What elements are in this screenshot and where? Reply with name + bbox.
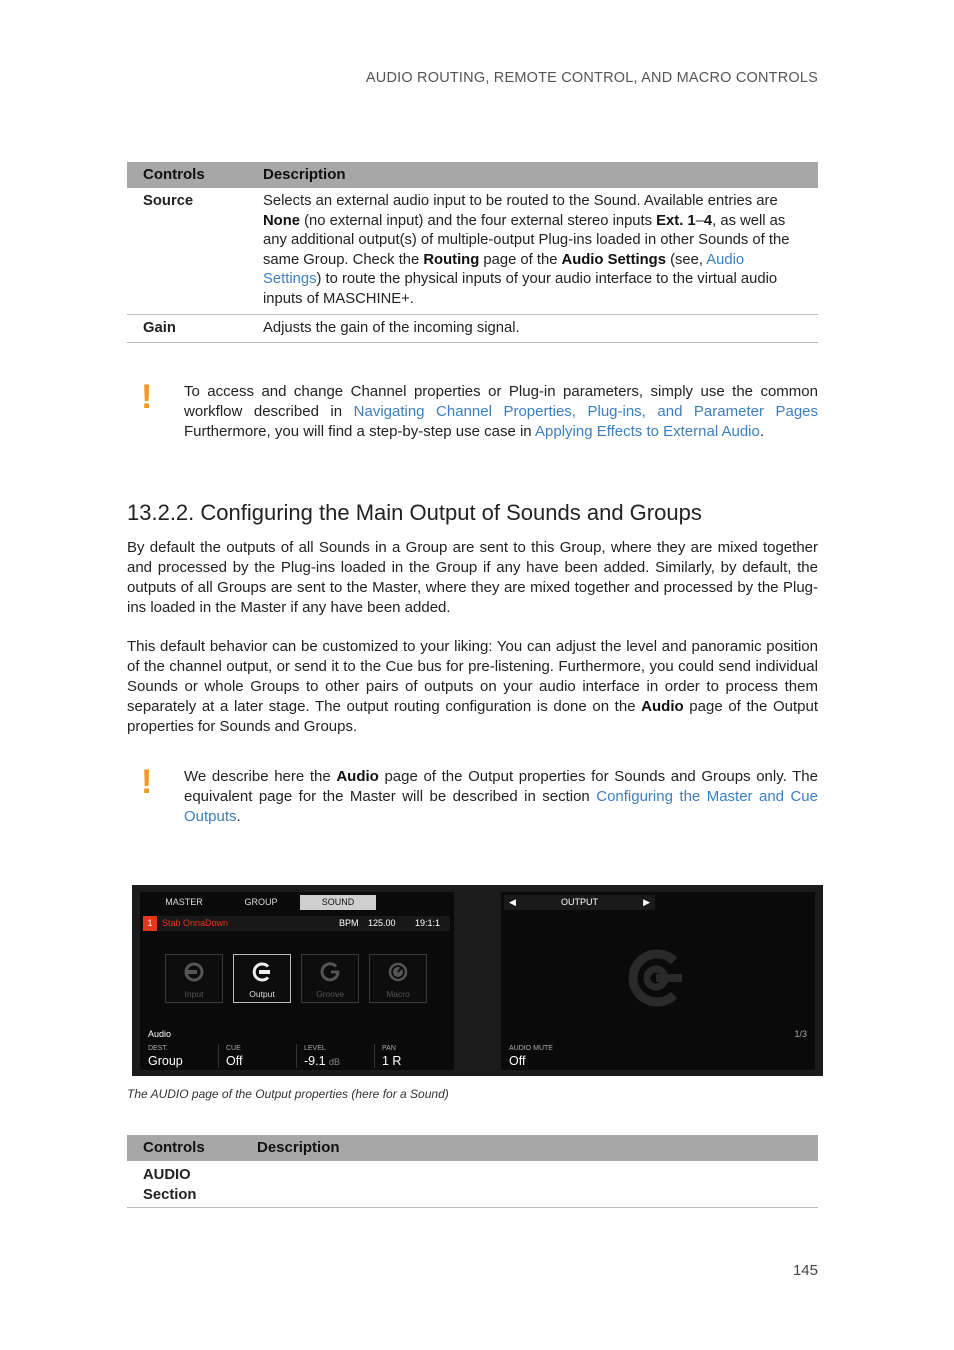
page-title: OUTPUT bbox=[561, 897, 598, 907]
applying-effects-link[interactable]: Applying Effects to External Audio bbox=[535, 423, 760, 440]
section-label: Audio bbox=[148, 1029, 172, 1039]
pad-macro[interactable]: Macro bbox=[369, 954, 427, 1003]
param-label-cue: CUE bbox=[226, 1045, 241, 1052]
control-name: AUDIO Section bbox=[143, 1167, 197, 1203]
note-box bbox=[127, 378, 819, 442]
table-header bbox=[127, 1135, 818, 1161]
table-row bbox=[127, 315, 818, 344]
pad-input[interactable]: Input bbox=[165, 954, 223, 1003]
input-icon bbox=[183, 961, 205, 983]
paragraph: By default the outputs of all Sounds in a Group are sent to this Group, where they are mixed together and processed by the Plug-ins loaded in the Group if any have been added. Similarly, by default, the outputs of all Groups are sent to the Master, where they are mixed together and processed by the Plug-ins loaded in the Master if any have been added. bbox=[127, 539, 818, 616]
param-value-pan[interactable]: 1 R bbox=[382, 1054, 402, 1068]
param-label-dest: DEST. bbox=[148, 1045, 168, 1052]
tab-master[interactable]: MASTER bbox=[165, 897, 203, 907]
table-row bbox=[127, 1161, 818, 1208]
control-description: Adjusts the gain of the incoming signal. bbox=[263, 319, 520, 336]
sound-info-row bbox=[143, 916, 450, 931]
tab-sound[interactable]: SOUND bbox=[300, 895, 376, 910]
param-label-audio-mute: AUDIO MUTE bbox=[509, 1045, 553, 1052]
song-position: 19:1:1 bbox=[415, 918, 441, 928]
param-value-level[interactable]: -9.1 dB bbox=[304, 1054, 341, 1068]
table-header-controls: Controls bbox=[143, 1139, 205, 1156]
param-label-pan: PAN bbox=[382, 1045, 396, 1052]
controls-table-source bbox=[127, 162, 818, 343]
running-header: AUDIO ROUTING, REMOTE CONTROL, AND MACRO CONTROLS bbox=[365, 70, 818, 86]
sound-name: Stab OnnaDown bbox=[162, 918, 229, 928]
warning-icon: ! bbox=[141, 763, 153, 801]
page-selector[interactable] bbox=[504, 895, 655, 910]
control-name: Source bbox=[143, 193, 194, 209]
figure-caption: The AUDIO page of the Output properties (here for a Sound) bbox=[127, 1087, 449, 1101]
configuring-master-link[interactable]: Configuring the Master and Cue Outputs bbox=[184, 788, 818, 825]
left-display bbox=[140, 892, 454, 1070]
page-number: 145 bbox=[792, 1262, 818, 1279]
note-text: To access and change Channel properties or Plug-in parameters, simply use the common workflow described in Navigating Channel Properties, Plug-ins, and Parameter Pages Furthermore, you will find a step-by-step use case in Applying Effects to External Audio. bbox=[184, 383, 819, 440]
navigating-link[interactable]: Navigating Channel Properties, Plug-ins, and Parameter Pages bbox=[353, 403, 819, 420]
level-unit: dB bbox=[329, 1057, 341, 1067]
bpm-value: 125.00 bbox=[368, 918, 396, 928]
page-indicator: 1/3 bbox=[794, 1029, 807, 1039]
output-logo-icon bbox=[625, 947, 687, 1009]
device-screenshot bbox=[132, 885, 823, 1076]
output-icon bbox=[251, 961, 273, 983]
table-header-description: Description bbox=[263, 166, 346, 183]
note-text: We describe here the Audio page of the Output properties for Sounds and Groups only. The equivalent page for the Master will be described in section Configuring the Master and Cue Outputs. bbox=[184, 768, 818, 825]
tab-group[interactable]: GROUP bbox=[244, 897, 278, 907]
pad-groove[interactable]: Groove bbox=[301, 954, 359, 1003]
control-description: Selects an external audio input to be routed to the Sound. Available entries are None (no external input) and the four external stereo inputs Ext. 1–4, as well as any additional output(s) of multiple-output Plug-ins loaded in other Sounds of the same Group. Check the Routing page of the Audio Settings (see, Audio Settings) to route the physical inputs of your audio interface to the virtual audio inputs of MASCHINE+. bbox=[263, 193, 790, 307]
table-header bbox=[127, 162, 818, 188]
param-value-audio-mute[interactable]: Off bbox=[509, 1054, 526, 1068]
note-box bbox=[127, 763, 818, 827]
warning-icon: ! bbox=[141, 378, 153, 416]
param-value-cue[interactable]: Off bbox=[226, 1054, 243, 1068]
sound-slot-badge: 1 bbox=[143, 916, 157, 931]
audio-settings-link[interactable]: Audio Settings bbox=[263, 251, 745, 288]
prev-arrow-icon[interactable]: ◀ bbox=[509, 897, 516, 907]
bpm-label: BPM bbox=[339, 918, 359, 928]
table-header-controls: Controls bbox=[143, 166, 205, 183]
paragraph: This default behavior can be customized to your liking: You can adjust the level and panoramic position of the channel output, or send it to the Cue bus for pre-listening. Furthermore, you could send individual Sounds or whole Groups to other pairs of outputs on your audio interface in order to process them separately at a later stage. The output routing configuration is done on the Audio page of the Output properties for Sounds and Groups. bbox=[127, 638, 818, 735]
controls-table-audio bbox=[127, 1135, 818, 1208]
macro-knob-icon bbox=[387, 961, 409, 983]
pad-output[interactable]: Output bbox=[233, 954, 291, 1003]
groove-icon bbox=[319, 961, 341, 983]
section-heading: 13.2.2. Configuring the Main Output of Sounds and Groups bbox=[127, 500, 702, 525]
next-arrow-icon[interactable]: ▶ bbox=[643, 897, 650, 907]
control-name: Gain bbox=[143, 319, 176, 336]
table-header-description: Description bbox=[257, 1139, 340, 1156]
param-value-dest[interactable]: Group bbox=[148, 1054, 183, 1068]
right-display bbox=[501, 892, 815, 1070]
param-label-level: LEVEL bbox=[304, 1045, 326, 1052]
table-row bbox=[127, 188, 818, 315]
